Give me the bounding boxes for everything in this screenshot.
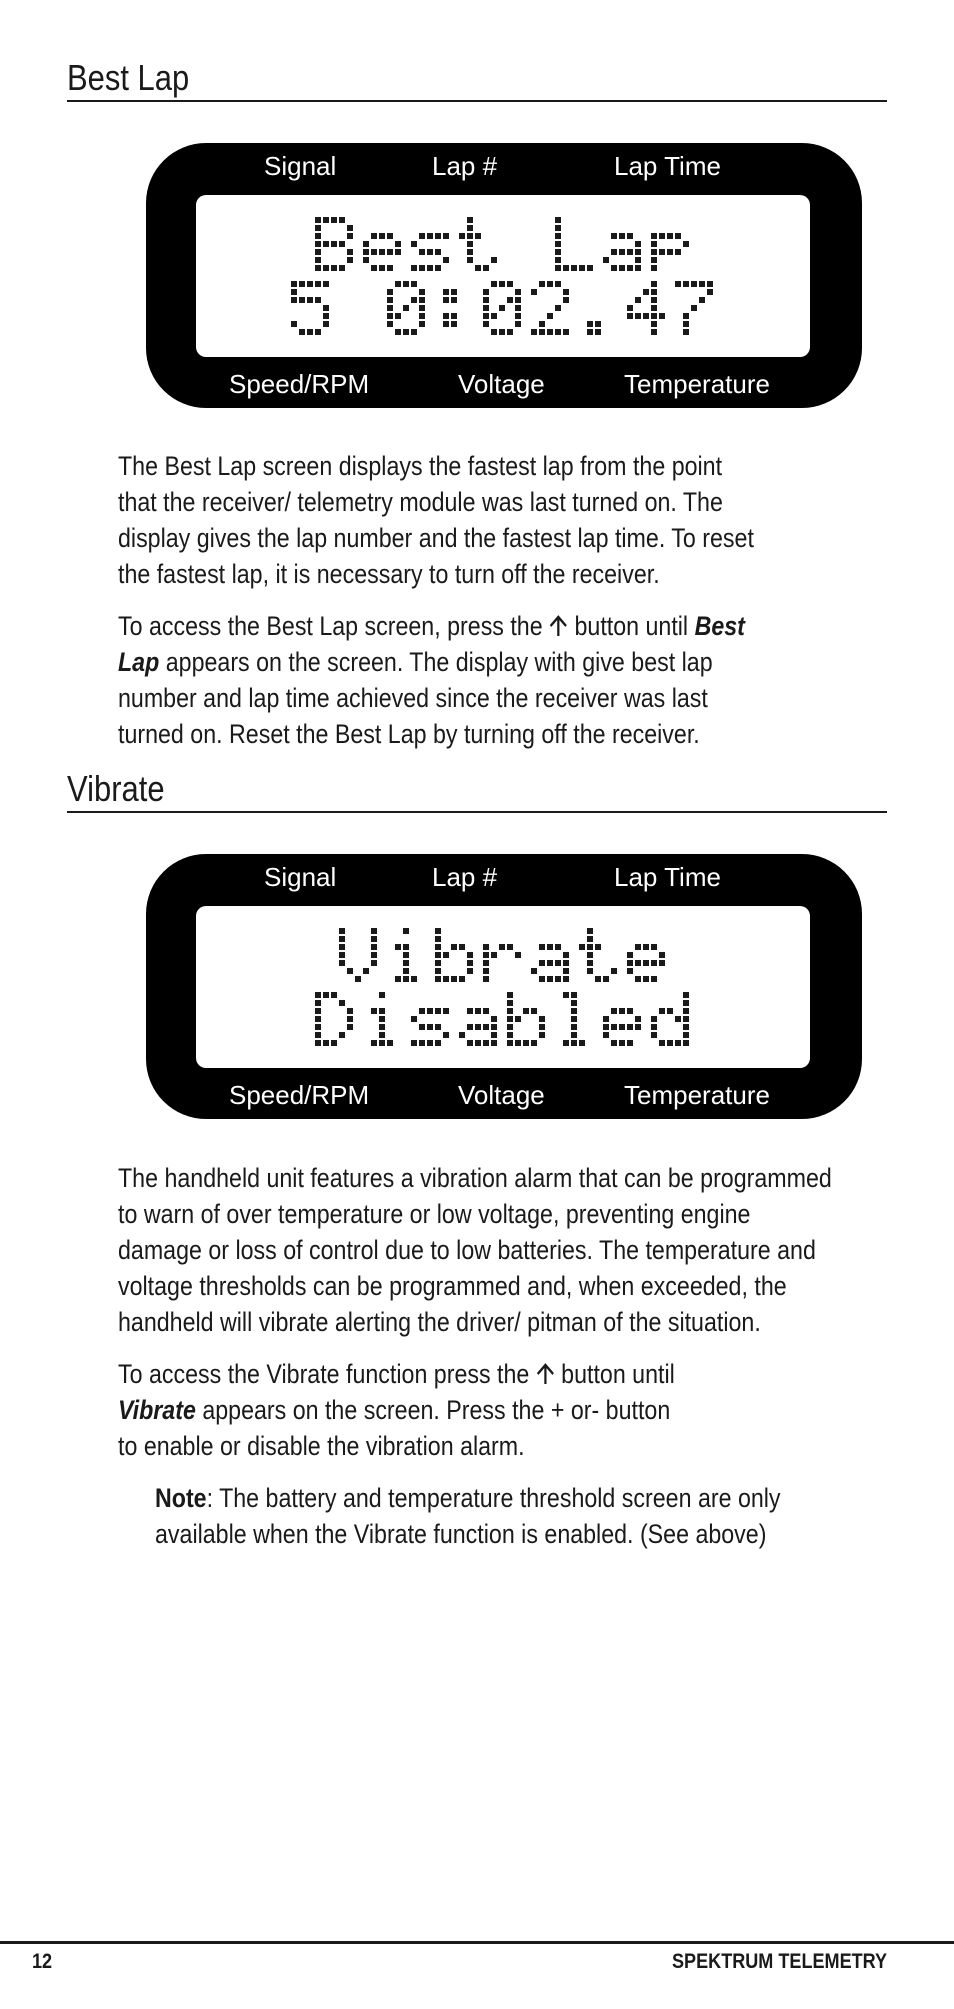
lcd-screen bbox=[196, 195, 810, 357]
lcd-char bbox=[555, 217, 593, 271]
lcd-char bbox=[579, 928, 617, 982]
lcd-char bbox=[651, 233, 689, 271]
lcd-char bbox=[563, 992, 585, 1046]
display-label-lap-time: Lap Time bbox=[614, 151, 721, 181]
lcd-char bbox=[371, 992, 393, 1046]
lcd-line-1 bbox=[339, 928, 665, 982]
lcd-char bbox=[315, 992, 353, 1046]
page-number: 12 bbox=[32, 1950, 53, 1973]
display-label-temperature: Temperature bbox=[624, 1080, 770, 1110]
lcd-char bbox=[411, 233, 449, 271]
lcd-dot-matrix-text bbox=[196, 906, 810, 1068]
lcd-char bbox=[459, 1008, 497, 1046]
lcd-char bbox=[603, 233, 641, 271]
lcd-char bbox=[675, 281, 713, 335]
lcd-char bbox=[387, 281, 425, 335]
display-label-voltage: Voltage bbox=[458, 1080, 545, 1110]
display-label-speed-rpm: Speed/RPM bbox=[229, 369, 370, 399]
lcd-char bbox=[531, 944, 569, 982]
lcd-screen bbox=[196, 906, 810, 1068]
lcd-char bbox=[531, 281, 569, 335]
lcd-line-1 bbox=[315, 217, 689, 271]
lcd-char bbox=[651, 992, 689, 1046]
lcd-char bbox=[395, 928, 417, 982]
lcd-display-best-lap bbox=[146, 143, 862, 408]
lcd-line-2 bbox=[291, 281, 713, 335]
lcd-char bbox=[363, 233, 401, 271]
section-heading-best-lap: Best Lap bbox=[67, 56, 887, 102]
footer-rule bbox=[0, 1941, 954, 1944]
section-heading-vibrate: Vibrate bbox=[67, 767, 887, 813]
up-arrow-icon bbox=[549, 614, 568, 638]
lcd-dot-matrix-text bbox=[196, 195, 810, 357]
display-label-signal: Signal bbox=[264, 862, 337, 892]
display-label-lap-number: Lap # bbox=[432, 862, 498, 892]
vibrate-description: The handheld unit features a vibration alarm that can be programmed to warn of over temperature or low voltage, preventing engine damage or loss of control due to low batteries. The temperature and voltage thresholds can be programmed and, when exceeded, the handheld will vibrate alerting the driver/ pitman of the situation. bbox=[118, 1163, 832, 1337]
lcd-char bbox=[507, 992, 545, 1046]
display-label-voltage: Voltage bbox=[458, 369, 545, 399]
lcd-char bbox=[291, 281, 329, 335]
lcd-char bbox=[443, 289, 457, 327]
vibrate-note: Note: The battery and temperature threshold screen are only available when the Vibrate function is enabled. (See above) bbox=[155, 1483, 781, 1549]
lcd-char bbox=[587, 321, 601, 335]
lcd-char bbox=[435, 928, 473, 982]
lcd-char bbox=[459, 217, 497, 271]
lcd-char bbox=[603, 1008, 641, 1046]
lcd-char bbox=[315, 217, 353, 271]
lcd-line-2 bbox=[315, 992, 689, 1046]
lcd-char bbox=[483, 281, 521, 335]
lcd-char bbox=[627, 944, 665, 982]
display-label-speed-rpm: Speed/RPM bbox=[229, 1080, 370, 1110]
display-label-lap-time: Lap Time bbox=[614, 862, 721, 892]
lcd-char bbox=[627, 281, 665, 335]
best-lap-instructions: To access the Best Lap screen, press the button until Best Lap appears on the screen. The display with give best lap number and lap time achieved since the receiver was last turned on. Reset the Best Lap by turning off the receiver. bbox=[118, 611, 745, 749]
lcd-display-vibrate bbox=[146, 854, 862, 1119]
display-label-lap-number: Lap # bbox=[432, 151, 498, 181]
footer-title: SPEKTRUM TELEMETRY bbox=[671, 1950, 887, 1973]
best-lap-description: The Best Lap screen displays the fastest lap from the point that the receiver/ telemetry module was last turned on. The display gives the lap number and the fastest lap time. To reset the fastest lap, it is necessary to turn off the receiver. bbox=[118, 451, 754, 589]
lcd-char bbox=[483, 944, 521, 982]
note-label: Note bbox=[155, 1483, 207, 1513]
lcd-char bbox=[411, 1008, 449, 1046]
vibrate-instructions: To access the Vibrate function press the button until Vibrate appears on the screen. Press the + or- button to enable or disable the vibration alarm. bbox=[118, 1359, 675, 1461]
lcd-char bbox=[339, 928, 377, 982]
up-arrow-icon bbox=[536, 1362, 555, 1386]
display-label-temperature: Temperature bbox=[624, 369, 770, 399]
display-label-signal: Signal bbox=[264, 151, 337, 181]
